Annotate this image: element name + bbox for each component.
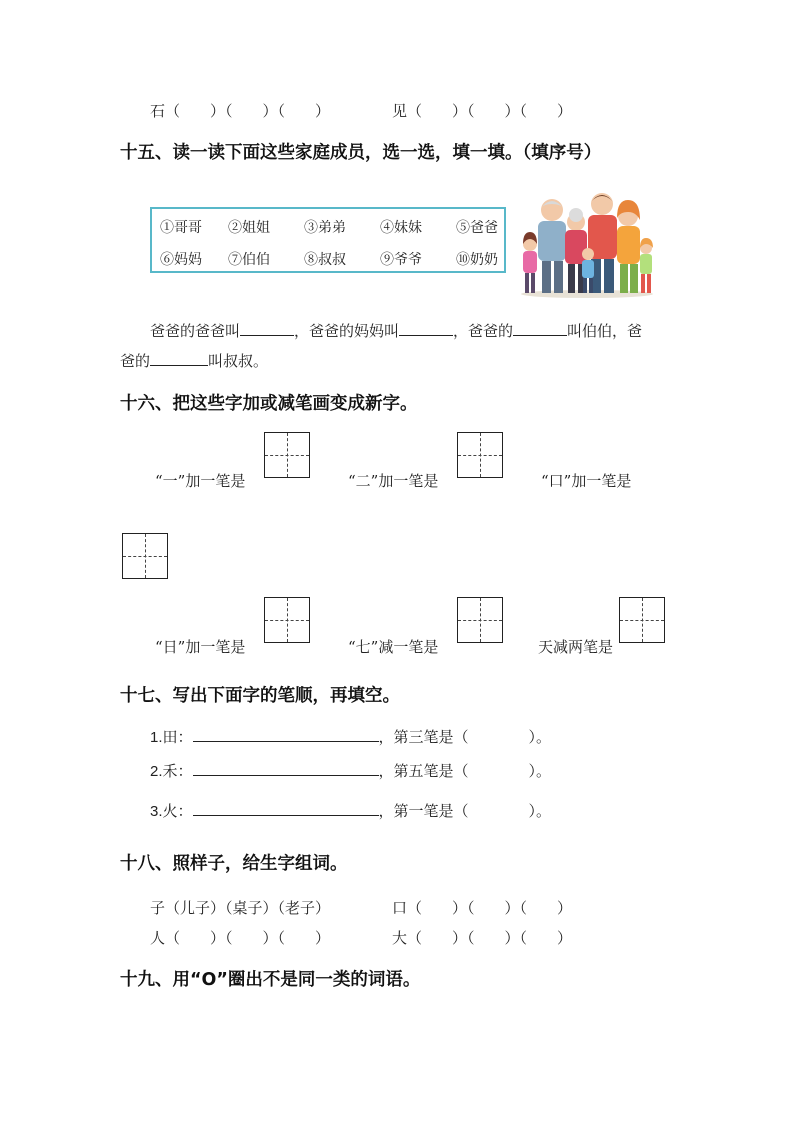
q15-text: 爸的 bbox=[120, 352, 151, 370]
family-members-box bbox=[150, 207, 506, 273]
q16-item: “七”减一笔是 bbox=[348, 638, 439, 656]
q19-heading: 十九、用“O”圈出不是同一类的词语。 bbox=[120, 970, 421, 990]
stroke-order-row bbox=[150, 800, 551, 821]
q16-heading: 十六、把这些字加或减笔画变成新字。 bbox=[120, 394, 418, 414]
member-option: ⑥妈妈 bbox=[160, 252, 202, 268]
q16-item: 天减两笔是 bbox=[538, 638, 614, 656]
q15-text: ，爸爸的妈妈叫 bbox=[294, 322, 400, 340]
member-option: ④妹妹 bbox=[380, 220, 422, 236]
q16-item: “二”加一笔是 bbox=[348, 472, 439, 490]
stroke-order-line[interactable] bbox=[193, 761, 379, 776]
word-row: 子（儿子）（桌子）（老子） bbox=[150, 899, 331, 917]
writing-grid-box[interactable] bbox=[122, 533, 168, 579]
q18-heading: 十八、照样子，给生字组词。 bbox=[120, 854, 348, 874]
q16-item: “日”加一笔是 bbox=[155, 638, 246, 656]
stroke-order-line[interactable] bbox=[193, 727, 379, 742]
q15-heading: 十五、读一读下面这些家庭成员，选一选，填一填。（填序号） bbox=[120, 143, 602, 163]
member-option: ⑧叔叔 bbox=[304, 252, 346, 268]
family-illustration bbox=[518, 188, 656, 298]
word-row: 大（ ）（ ）（ ） bbox=[392, 929, 573, 947]
member-option: ⑤爸爸 bbox=[456, 220, 498, 236]
word-row: 口（ ）（ ）（ ） bbox=[392, 899, 573, 917]
stroke-order-label: 3.火： bbox=[150, 803, 193, 820]
member-option: ⑦伯伯 bbox=[228, 252, 270, 268]
member-option: ②姐姐 bbox=[228, 220, 270, 236]
q15-text: 叫叔叔。 bbox=[208, 352, 269, 370]
q16-item: “一”加一笔是 bbox=[155, 472, 246, 490]
writing-grid-box[interactable] bbox=[264, 432, 310, 478]
q15-text: ，爸爸的 bbox=[453, 322, 514, 340]
top-row-right: 见（ ）（ ）（ ） bbox=[392, 102, 573, 120]
writing-grid-box[interactable] bbox=[457, 597, 503, 643]
top-row-left: 石（ ）（ ）（ ） bbox=[150, 102, 331, 120]
stroke-order-suffix: ，第三笔是（ ）。 bbox=[378, 728, 552, 746]
stroke-order-row bbox=[150, 760, 551, 781]
stroke-order-suffix: ，第五笔是（ ）。 bbox=[378, 762, 552, 780]
stroke-order-row bbox=[150, 726, 551, 747]
q17-heading: 十七、写出下面字的笔顺，再填空。 bbox=[120, 686, 400, 706]
writing-grid-box[interactable] bbox=[457, 432, 503, 478]
stroke-order-suffix: ，第一笔是（ ）。 bbox=[378, 802, 552, 820]
q15-line1 bbox=[150, 320, 642, 341]
answer-blank[interactable] bbox=[399, 321, 453, 336]
q16-item: “口”加一笔是 bbox=[541, 472, 632, 490]
writing-grid-box[interactable] bbox=[264, 597, 310, 643]
member-option: ③弟弟 bbox=[304, 220, 346, 236]
q15-line2 bbox=[120, 350, 268, 371]
answer-blank[interactable] bbox=[513, 321, 567, 336]
stroke-order-label: 1.田： bbox=[150, 729, 193, 746]
word-row: 人（ ）（ ）（ ） bbox=[150, 929, 331, 947]
q15-text: 爸爸的爸爸叫 bbox=[150, 322, 241, 340]
stroke-order-label: 2.禾： bbox=[150, 763, 193, 780]
writing-grid-box[interactable] bbox=[619, 597, 665, 643]
member-option: ⑩奶奶 bbox=[456, 252, 498, 268]
stroke-order-line[interactable] bbox=[193, 801, 379, 816]
q15-text: 叫伯伯，爸 bbox=[567, 322, 643, 340]
member-option: ⑨爷爷 bbox=[380, 252, 422, 268]
member-option: ①哥哥 bbox=[160, 220, 202, 236]
answer-blank[interactable] bbox=[150, 351, 208, 366]
answer-blank[interactable] bbox=[240, 321, 294, 336]
